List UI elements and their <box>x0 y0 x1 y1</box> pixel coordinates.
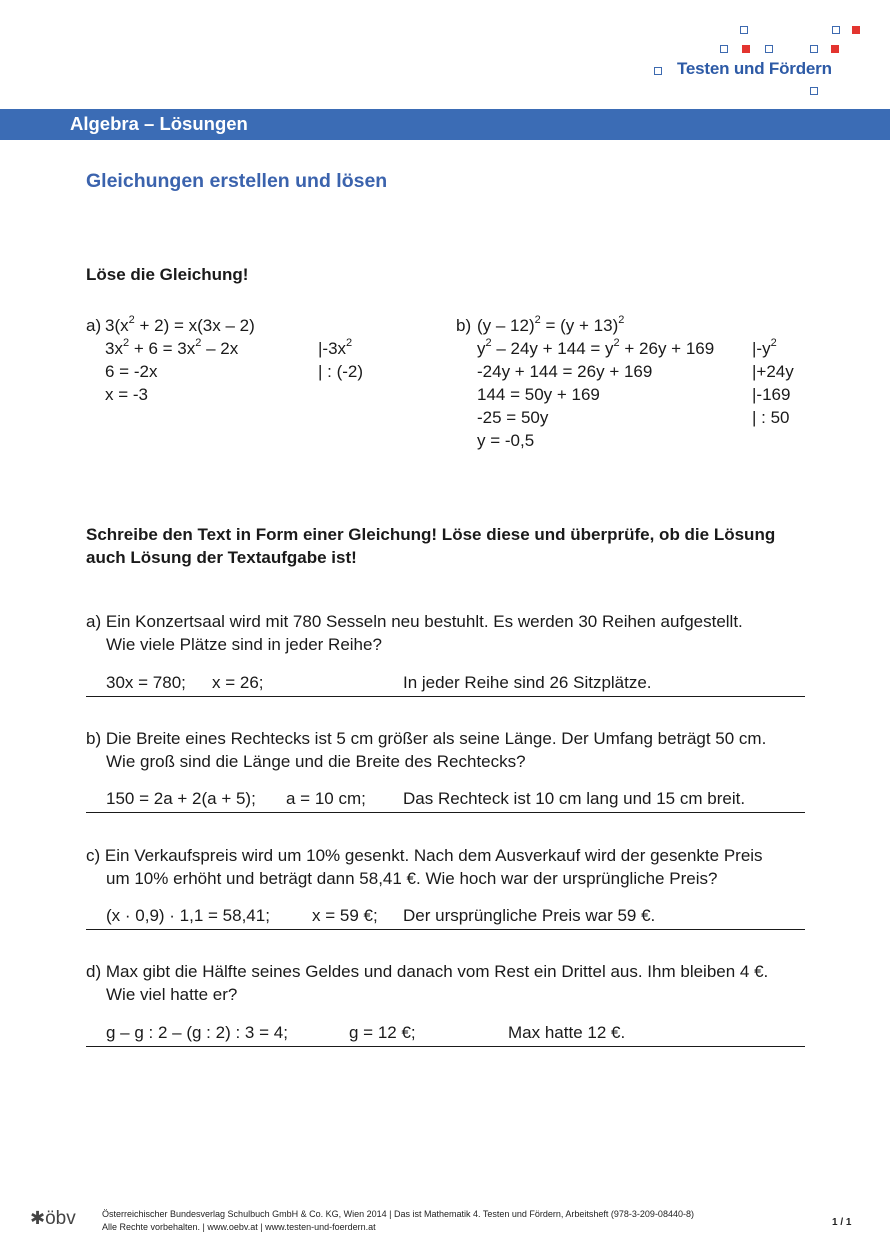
task1-a-line-1: $3(x^2 + 2) = x(3x - 2)$ <box>105 314 255 335</box>
brand-name: Testen und Fördern <box>677 59 832 78</box>
task1-b-line-6: y = -0,5 <box>477 431 535 450</box>
task1-a-line-4: x = -3 <box>105 385 148 404</box>
answer-d-solution: g = 12 €; <box>349 1023 416 1042</box>
answer-d-text: Max hatte 12 €. <box>508 1023 626 1042</box>
page-number: 1 / 1 <box>832 1217 852 1228</box>
task1-b-label: b) <box>456 316 472 335</box>
problem-c: c) Ein Verkaufspreis wird um 10% gesenkt. Nach dem Ausverkauf wird der gesenkte Preis um 10% erhöht und beträgt dann 58,41 €. Wie hoch war der ursprüngliche Preis? <box>86 846 763 888</box>
task1-b-line-4: 144 = 50y + 169 <box>477 385 600 404</box>
task1-b-line-5: -25 = 50y <box>477 408 549 427</box>
task1-a-line-2: $3x^2 + 6 = 3x^2 - 2x$ <box>105 337 239 358</box>
task1-b-op-3: |+24y <box>752 362 794 381</box>
task1-a-op-2: $|-3x^2$ <box>318 337 353 358</box>
asterisk-icon: ✱ <box>30 1208 46 1228</box>
task1-b-op-2: $|-y^2$ <box>752 337 777 358</box>
footer-text: Österreichischer Bundesverlag Schulbuch GmbH & Co. KG, Wien 2014 | Das ist Mathematik 4. Testen und Fördern, Arbeitsheft (978-3-209-08440-8) Alle Rechte vorbehalten. | www.oebv.at | www.testen-und-foerdern.at <box>102 1209 694 1232</box>
task1-a-op-3: | : (-2) <box>318 362 364 381</box>
title-banner <box>0 109 890 140</box>
task1-b-line-2: $y^2 - 24y + 144 = y^2 + 26y + 169$ <box>477 337 715 358</box>
task1-heading: Löse die Gleichung! <box>86 265 249 284</box>
answer-a-text: In jeder Reihe sind 26 Sitzplätze. <box>403 673 652 692</box>
answer-line-d <box>86 1022 805 1047</box>
answer-c-equation: (x · 0,9) · 1,1 = 58,41; <box>106 906 270 925</box>
problem-d: d) Max gibt die Hälfte seines Geldes und danach vom Rest ein Drittel aus. Ihm bleiben 4 €. Wie viel hatte er? <box>86 962 769 1004</box>
answer-b-text: Das Rechteck ist 10 cm lang und 15 cm breit. <box>403 789 746 808</box>
section-title: Gleichungen erstellen und lösen <box>86 170 388 192</box>
answer-b-equation: 150 = 2a + 2(a + 5); <box>106 789 256 808</box>
banner-title: Algebra – Lösungen <box>70 113 248 134</box>
publisher-logo: ✱öbv <box>30 1208 76 1229</box>
task1-b-op-5: | : 50 <box>752 408 790 427</box>
answer-line-b <box>86 788 805 813</box>
answer-c-solution: x = 59 €; <box>312 906 378 925</box>
answer-line-a <box>86 672 805 697</box>
answer-d-equation: g – g : 2 – (g : 2) : 3 = 4; <box>106 1023 288 1042</box>
answer-b-solution: a = 10 cm; <box>286 789 366 808</box>
problem-b: b) Die Breite eines Rechtecks ist 5 cm größer als seine Länge. Der Umfang beträgt 50 cm. Wie groß sind die Länge und die Breite des Rechtecks? <box>86 729 767 771</box>
answer-c-text: Der ursprüngliche Preis war 59 €. <box>403 906 656 925</box>
task1-a-line-3: 6 = -2x <box>105 362 158 381</box>
task1-b-op-4: |-169 <box>752 385 791 404</box>
answer-a-equation: 30x = 780; <box>106 673 186 692</box>
problem-a: a) Ein Konzertsaal wird mit 780 Sesseln neu bestuhlt. Es werden 30 Reihen aufgestellt. Wie viele Plätze sind in jeder Reihe? <box>86 612 743 654</box>
answer-line-c <box>86 905 805 930</box>
task1-a-label: a) <box>86 316 102 335</box>
task1-b-line-3: -24y + 144 = 26y + 169 <box>477 362 653 381</box>
answer-a-solution: x = 26; <box>212 673 264 692</box>
task1-b-line-1: $(y - 12)^2 = (y + 13)^2$ <box>477 314 625 335</box>
task2-heading: Schreibe den Text in Form einer Gleichung! Löse diese und überprüfe, ob die Lösung auch Lösung der Textaufgabe ist! <box>86 525 776 567</box>
